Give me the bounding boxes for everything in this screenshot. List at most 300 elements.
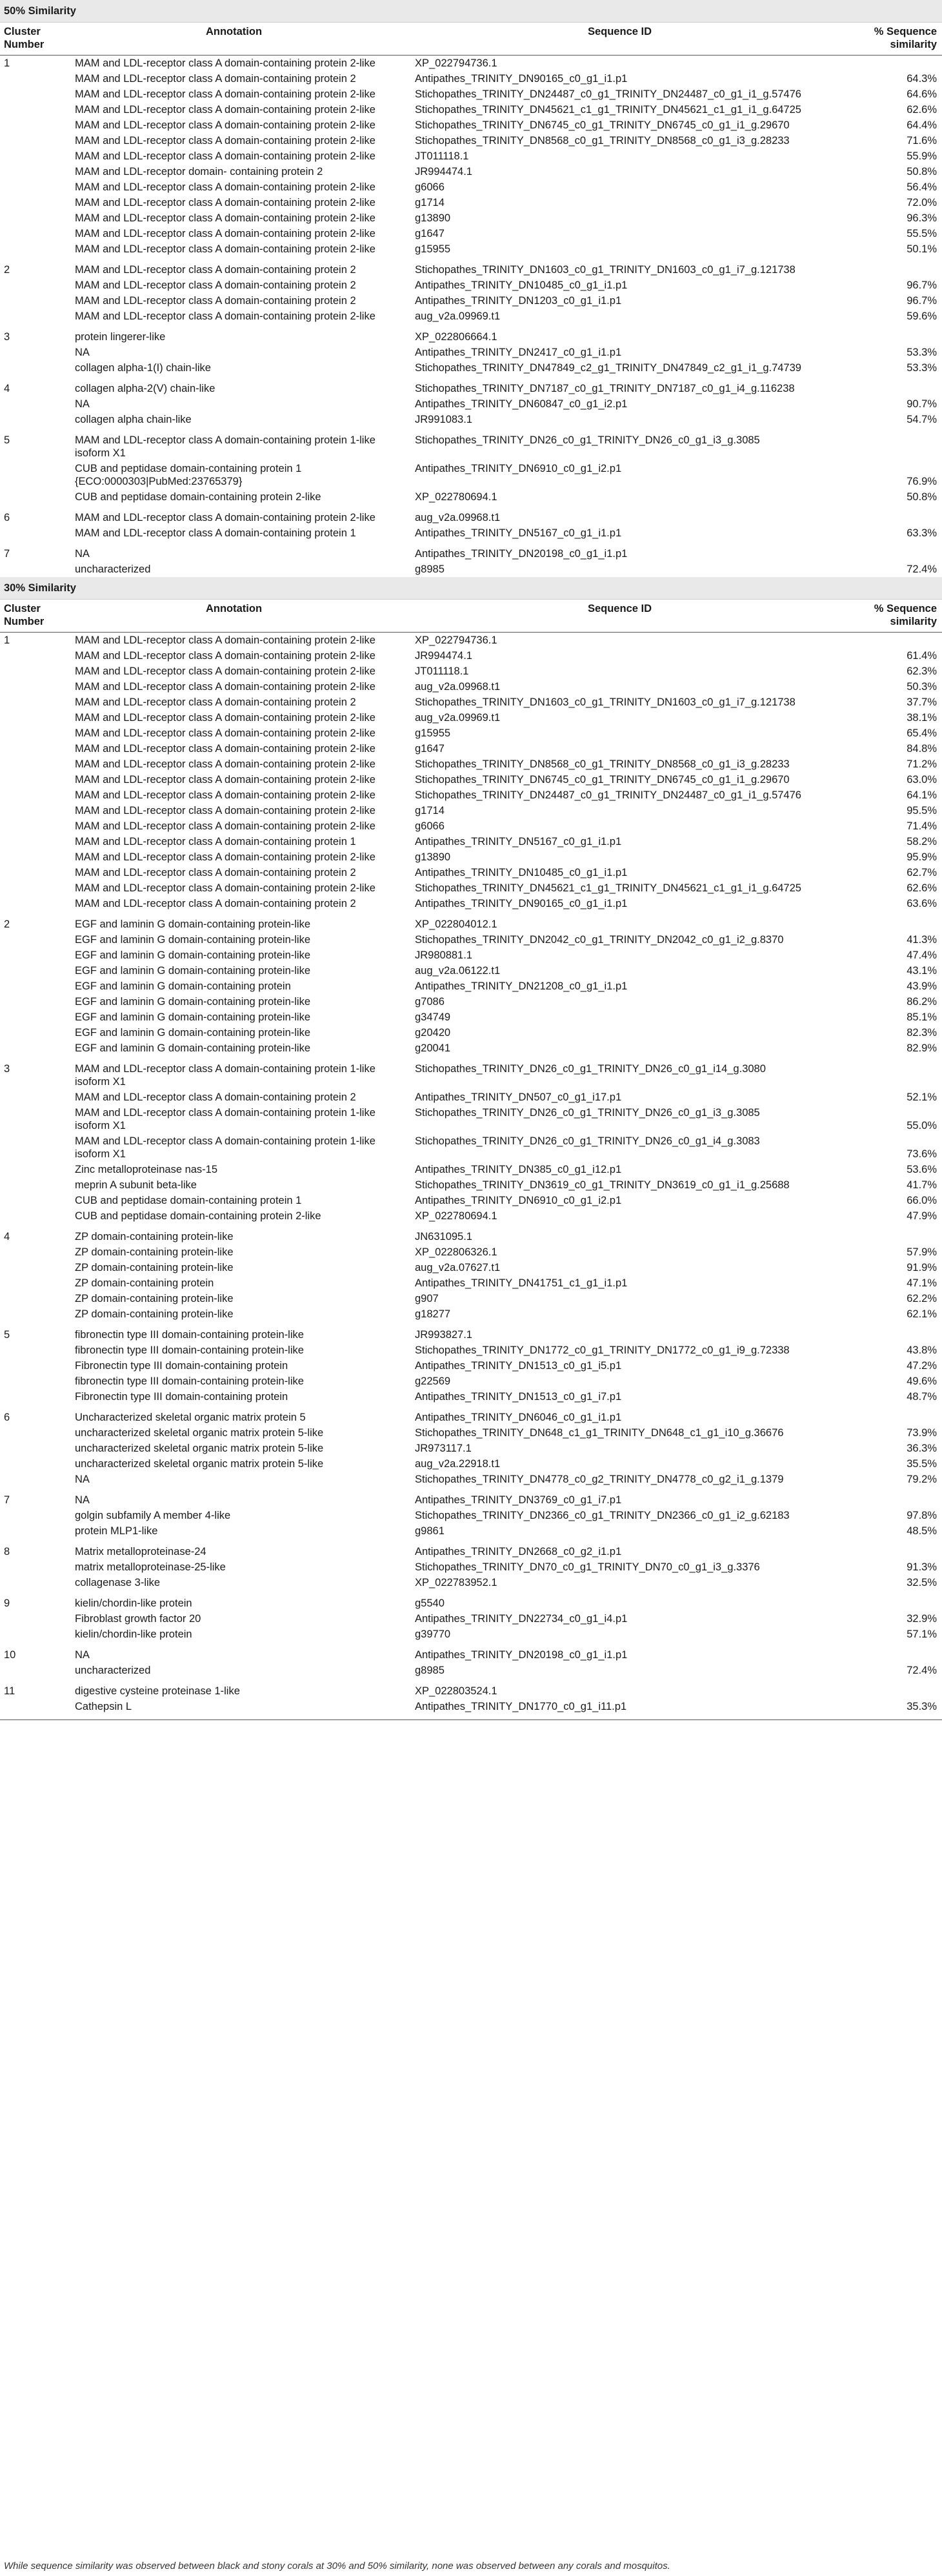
cluster-number <box>0 396 59 412</box>
table-row <box>0 1193 942 1208</box>
annotation-cell: MAM and LDL-receptor class A domain-containing protein 1 <box>75 836 356 847</box>
annotation-cell: MAM and LDL-receptor class A domain-containing protein 2-like <box>75 212 376 224</box>
annotation-cell: fibronectin type III domain-containing protein-like <box>75 1329 304 1341</box>
table-row <box>0 710 942 725</box>
sequence-id-cell: Antipathes_TRINITY_DN10485_c0_g1_i1.p1 <box>415 279 628 291</box>
sequence-id-cell: Antipathes_TRINITY_DN385_c0_g1_i12.p1 <box>415 1164 622 1175</box>
cluster-number <box>0 1575 59 1590</box>
annotation-header: Annotation <box>59 23 408 56</box>
cluster-number <box>0 164 59 179</box>
table-row <box>0 210 942 226</box>
annotation-cell: EGF and laminin G domain-containing protein-like <box>75 1042 311 1054</box>
table-row <box>0 1559 942 1575</box>
table-row <box>0 179 942 195</box>
table-row <box>0 102 942 117</box>
similarity-cell: 73.9% <box>907 1427 937 1439</box>
annotation-cell: fibronectin type III domain-containing protein-like <box>75 1344 304 1356</box>
sequence-id-cell: Stichopathes_TRINITY_DN45621_c1_g1_TRINITY_DN45621_c1_g1_i1_g.64725 <box>415 882 801 894</box>
annotation-cell: MAM and LDL-receptor class A domain-containing protein 2-like <box>75 681 376 693</box>
similarity-cell: 41.3% <box>907 934 937 946</box>
table-row <box>0 803 942 818</box>
annotation-cell: Uncharacterized skeletal organic matrix protein 5 <box>75 1412 306 1423</box>
cluster-number <box>0 1441 59 1456</box>
sequence-id-cell: g8985 <box>415 563 445 575</box>
table-row <box>0 818 942 834</box>
table-row <box>0 1260 942 1275</box>
sequence-id-cell: Stichopathes_TRINITY_DN4778_c0_g2_TRINITY_DN4778_c0_g2_i1_g.1379 <box>415 1474 784 1485</box>
similarity-cell: 96.7% <box>907 279 937 291</box>
similarity-cell: 63.0% <box>907 774 937 786</box>
sequence-id-cell: aug_v2a.09968.t1 <box>415 512 501 523</box>
cluster-number: 4 <box>4 383 10 394</box>
similarity-cell: 90.7% <box>907 398 937 410</box>
annotation-cell: ZP domain-containing protein-like <box>75 1262 234 1273</box>
sequence-id-cell: Stichopathes_TRINITY_DN7187_c0_g1_TRINITY_DN7187_c0_g1_i4_g.116238 <box>415 383 795 394</box>
cluster-number: 3 <box>4 1063 10 1075</box>
annotation-cell: NA <box>75 1474 90 1485</box>
cluster-number: 6 <box>4 512 10 523</box>
cluster-number <box>0 102 59 117</box>
similarity-cell: 56.4% <box>907 181 937 193</box>
similarity-cell <box>831 1056 942 1090</box>
cluster-number <box>0 461 59 489</box>
annotation-cell: uncharacterized skeletal organic matrix protein 5-like <box>75 1458 324 1470</box>
annotation-cell: EGF and laminin G domain-containing protein-like <box>75 934 311 946</box>
annotation-cell: MAM and LDL-receptor class A domain-containing protein 1-like isoform X1 <box>75 1107 376 1131</box>
similarity-cell: 91.3% <box>907 1561 937 1573</box>
sequence-id-cell: g1647 <box>415 743 445 755</box>
sequence-id-cell: Stichopathes_TRINITY_DN1772_c0_g1_TRINITY_DN1772_c0_g1_i9_g.72338 <box>415 1344 790 1356</box>
annotation-cell: EGF and laminin G domain-containing protein-like <box>75 965 311 977</box>
similarity-cell: 58.2% <box>907 836 937 847</box>
cluster-number <box>0 1523 59 1539</box>
cluster-number <box>0 1389 59 1405</box>
similarity-cell: 62.6% <box>907 882 937 894</box>
similarity-cell: 36.3% <box>907 1443 937 1454</box>
annotation-cell: MAM and LDL-receptor class A domain-containing protein 2-like <box>75 57 376 69</box>
similarity-cell: 95.9% <box>907 851 937 863</box>
similarity-cell: 64.6% <box>907 88 937 100</box>
cluster-number <box>0 1456 59 1472</box>
similarity-cell: 50.3% <box>907 681 937 693</box>
cluster-number <box>0 1663 59 1678</box>
table-row <box>0 562 942 577</box>
cluster-number <box>0 787 59 803</box>
similarity-cell <box>831 541 942 562</box>
cluster-number <box>0 293 59 309</box>
similarity-cell <box>831 911 942 932</box>
sequence-id-cell: g20041 <box>415 1042 451 1054</box>
similarity-cell <box>831 427 942 461</box>
cluster-number: 10 <box>4 1649 16 1661</box>
sequence-id-cell: JR994474.1 <box>415 166 472 177</box>
sequence-id-cell: Stichopathes_TRINITY_DN24487_c0_g1_TRINITY_DN24487_c0_g1_i1_g.57476 <box>415 789 801 801</box>
sequence-id-cell: Stichopathes_TRINITY_DN2366_c0_g1_TRINITY_DN2366_c0_g1_i2_g.62183 <box>415 1510 790 1521</box>
cluster-number <box>0 525 59 541</box>
sequence-id-cell: Stichopathes_TRINITY_DN6745_c0_g1_TRINITY_DN6745_c0_g1_i1_g.29670 <box>415 119 790 131</box>
table-row <box>0 148 942 164</box>
similarity-cell: 47.9% <box>907 1210 937 1222</box>
annotation-cell: MAM and LDL-receptor class A domain-containing protein 2 <box>75 867 356 878</box>
sequence-id-cell: XP_022783952.1 <box>415 1577 497 1588</box>
sequence-id-cell: Stichopathes_TRINITY_DN1603_c0_g1_TRINITY_DN1603_c0_g1_i7_g.121738 <box>415 264 796 276</box>
cluster-number <box>0 710 59 725</box>
similarity-cell: 65.4% <box>907 727 937 739</box>
table-row <box>0 994 942 1009</box>
sequence-id-cell: XP_022803524.1 <box>415 1685 497 1697</box>
sequence-id-cell: g1647 <box>415 228 445 239</box>
sequence-id-cell: Stichopathes_TRINITY_DN45621_c1_g1_TRINITY_DN45621_c1_g1_i1_g.64725 <box>415 104 801 116</box>
annotation-cell: MAM and LDL-receptor class A domain-containing protein 2-like <box>75 104 376 116</box>
table-row <box>0 1374 942 1389</box>
table-row <box>0 948 942 963</box>
annotation-cell: MAM and LDL-receptor class A domain-containing protein 2-like <box>75 851 376 863</box>
cluster-number <box>0 241 59 257</box>
cluster-number: 4 <box>4 1231 10 1242</box>
table-row <box>0 911 942 932</box>
annotation-cell: MAM and LDL-receptor class A domain-containing protein 2-like <box>75 882 376 894</box>
similarity-cell <box>831 1487 942 1508</box>
cluster-number <box>0 880 59 896</box>
cluster-number <box>0 1040 59 1056</box>
table-row <box>0 1508 942 1523</box>
cluster-number <box>0 772 59 787</box>
sequence-id-cell: Stichopathes_TRINITY_DN26_c0_g1_TRINITY_DN26_c0_g1_i4_g.3083 <box>415 1135 760 1147</box>
sequence-id-cell: g13890 <box>415 212 451 224</box>
table-row <box>0 648 942 664</box>
sequence-id-cell: g22569 <box>415 1375 451 1387</box>
annotation-cell: MAM and LDL-receptor class A domain-containing protein 2-like <box>75 712 376 724</box>
annotation-cell: CUB and peptidase domain-containing protein 2-like <box>75 1210 321 1222</box>
similarity-cell: 47.2% <box>907 1360 937 1372</box>
similarity-cell: 57.9% <box>907 1246 937 1258</box>
sequence-id-cell: g20420 <box>415 1027 451 1039</box>
cluster-number <box>0 1260 59 1275</box>
cluster-number <box>0 963 59 979</box>
table-row <box>0 1133 942 1162</box>
cluster-number: 9 <box>4 1597 10 1609</box>
cluster-number <box>0 1105 59 1133</box>
sequence-id-cell: g6066 <box>415 181 445 193</box>
cluster-number <box>0 1611 59 1627</box>
table-row <box>0 1456 942 1472</box>
sequence-id-cell: Stichopathes_TRINITY_DN2042_c0_g1_TRINITY_DN2042_c0_g1_i2_g.8370 <box>415 934 784 946</box>
similarity-cell: 96.7% <box>907 295 937 307</box>
table-row <box>0 1487 942 1508</box>
sequence-id-cell: Stichopathes_TRINITY_DN26_c0_g1_TRINITY_DN26_c0_g1_i14_g.3080 <box>415 1063 766 1075</box>
sequence-id-cell: XP_022780694.1 <box>415 1210 497 1222</box>
cluster-number <box>0 1208 59 1224</box>
sequence-id-cell: Stichopathes_TRINITY_DN648_c1_g1_TRINITY_DN648_c1_g1_i10_g.36676 <box>415 1427 784 1439</box>
similarity-cell: 47.4% <box>907 949 937 961</box>
sequence-id-cell: aug_v2a.06122.t1 <box>415 965 501 977</box>
cluster-number <box>0 818 59 834</box>
annotation-cell: EGF and laminin G domain-containing protein-like <box>75 1011 311 1023</box>
cluster-number <box>0 1508 59 1523</box>
cluster-number: 1 <box>4 57 10 69</box>
similarity-cell: 32.9% <box>907 1613 937 1625</box>
table-row <box>0 56 942 72</box>
table-row <box>0 1699 942 1720</box>
table-row <box>0 834 942 849</box>
table-row <box>0 963 942 979</box>
annotation-cell: MAM and LDL-receptor class A domain-containing protein 2-like <box>75 789 376 801</box>
sequence-id-cell: g8985 <box>415 1665 445 1676</box>
cluster-number <box>0 664 59 679</box>
annotation-cell: MAM and LDL-receptor class A domain-containing protein 1-like isoform X1 <box>75 1135 376 1160</box>
table-row <box>0 772 942 787</box>
annotation-cell: MAM and LDL-receptor class A domain-containing protein 2-like <box>75 150 376 162</box>
cluster-number: 2 <box>4 264 10 276</box>
annotation-cell: MAM and LDL-receptor class A domain-containing protein 2-like <box>75 774 376 786</box>
similarity-cell: 41.7% <box>907 1179 937 1191</box>
table-row <box>0 741 942 756</box>
cluster-number <box>0 1275 59 1291</box>
cluster-number <box>0 1133 59 1162</box>
cluster-number: 11 <box>4 1685 15 1697</box>
annotation-cell: Cathepsin L <box>59 1699 408 1720</box>
similarity-cell: 64.1% <box>907 789 937 801</box>
table-row <box>0 461 942 489</box>
similarity-cell: 62.2% <box>907 1293 937 1304</box>
annotation-cell: uncharacterized skeletal organic matrix protein 5-like <box>75 1427 324 1439</box>
cluster-number <box>0 896 59 911</box>
sequence-id-cell: Stichopathes_TRINITY_DN8568_c0_g1_TRINITY_DN8568_c0_g1_i3_g.28233 <box>415 758 790 770</box>
cluster-number <box>0 932 59 948</box>
sequence-id-cell: JT011118.1 <box>415 665 469 677</box>
similarity-cell: 53.3% <box>907 362 937 374</box>
similarity-cell: 62.6% <box>907 104 937 116</box>
table-row <box>0 695 942 710</box>
sequence-id-cell: g13890 <box>415 851 451 863</box>
sequence-id-cell: g9861 <box>415 1525 445 1537</box>
cluster-number <box>0 179 59 195</box>
sequence-id-cell: g7086 <box>415 996 445 1008</box>
annotation-cell: ZP domain-containing protein-like <box>75 1293 234 1304</box>
section-title: 30% Similarity <box>0 577 942 600</box>
sequence-id-cell: JR973117.1 <box>415 1443 472 1454</box>
annotation-cell: MAM and LDL-receptor class A domain-containing protein 2-like <box>75 119 376 131</box>
sequence-id-cell: Antipathes_TRINITY_DN507_c0_g1_i17.p1 <box>415 1091 622 1103</box>
annotation-cell: NA <box>75 1494 90 1506</box>
table-row <box>0 1539 942 1559</box>
cluster-number <box>0 725 59 741</box>
annotation-cell: MAM and LDL-receptor class A domain-containing protein 2 <box>75 73 356 85</box>
similarity-cell: 72.4% <box>907 1665 937 1676</box>
table-row <box>0 541 942 562</box>
cluster-number <box>0 1025 59 1040</box>
sequence-id-cell: Antipathes_TRINITY_DN1203_c0_g1_i1.p1 <box>415 295 622 307</box>
annotation-cell: collagen alpha-2(V) chain-like <box>75 383 215 394</box>
similarity-header: % Sequence similarity <box>831 23 942 56</box>
similarity-cell <box>831 1405 942 1425</box>
annotation-cell: ZP domain-containing protein-like <box>75 1308 234 1320</box>
cluster-number: 2 <box>4 918 10 930</box>
cluster-number <box>0 834 59 849</box>
sequence-id-cell: Stichopathes_TRINITY_DN24487_c0_g1_TRINITY_DN24487_c0_g1_i1_g.57476 <box>415 88 801 100</box>
column-header-row <box>0 23 942 56</box>
similarity-cell: 63.3% <box>907 527 937 539</box>
sequence-id-cell: Antipathes_TRINITY_DN21208_c0_g1_i1.p1 <box>415 980 628 992</box>
table-row <box>0 1056 942 1090</box>
sequence-id-cell: XP_022794736.1 <box>415 634 497 646</box>
sequence-id-cell: g1714 <box>415 197 445 208</box>
annotation-cell: Fibronectin type III domain-containing protein <box>75 1360 288 1372</box>
annotation-cell: Matrix metalloproteinase-24 <box>75 1546 206 1557</box>
sequence-id-cell: Stichopathes_TRINITY_DN6745_c0_g1_TRINITY_DN6745_c0_g1_i1_g.29670 <box>415 774 790 786</box>
similarity-cell: 66.0% <box>907 1195 937 1206</box>
table-row <box>0 865 942 880</box>
annotation-cell: meprin A subunit beta-like <box>75 1179 197 1191</box>
sequence-id-cell: XP_022806326.1 <box>415 1246 497 1258</box>
sequence-id-cell: g39770 <box>415 1628 451 1640</box>
cluster-number <box>0 1306 59 1322</box>
annotation-cell: CUB and peptidase domain-containing protein 2-like <box>75 491 321 503</box>
annotation-cell: MAM and LDL-receptor class A domain-containing protein 2-like <box>75 820 376 832</box>
table-row <box>0 1105 942 1133</box>
similarity-cell: 35.3% <box>831 1699 942 1720</box>
cluster-number <box>0 86 59 102</box>
similarity-cell <box>831 1642 942 1663</box>
similarity-cell: 53.6% <box>907 1164 937 1175</box>
similarity-cell: 61.4% <box>907 650 937 662</box>
table-row <box>0 979 942 994</box>
table-row <box>0 133 942 148</box>
cluster-number <box>0 1627 59 1642</box>
sequence-id-cell: Antipathes_TRINITY_DN2417_c0_g1_i1.p1 <box>415 347 622 358</box>
table-row <box>0 164 942 179</box>
cluster-number: 3 <box>4 331 10 343</box>
sequence-id-cell: g1714 <box>415 805 445 816</box>
annotation-cell: kielin/chordin-like protein <box>75 1628 192 1640</box>
cluster-number <box>0 979 59 994</box>
cluster-number <box>0 1472 59 1487</box>
table-row <box>0 427 942 461</box>
table-row <box>0 932 942 948</box>
sequence-id-cell: aug_v2a.07627.t1 <box>415 1262 501 1273</box>
annotation-cell: digestive cysteine proteinase 1-like <box>75 1685 240 1697</box>
cluster-number <box>0 195 59 210</box>
cluster-number <box>0 695 59 710</box>
similarity-cell: 64.3% <box>907 73 937 85</box>
sequence-id-cell: Antipathes_TRINITY_DN2668_c0_g2_i1.p1 <box>415 1546 622 1557</box>
similarity-cell: 53.3% <box>907 347 937 358</box>
sequence-id-cell: g5540 <box>415 1597 445 1609</box>
annotation-cell: MAM and LDL-receptor class A domain-containing protein 2 <box>75 279 356 291</box>
annotation-cell: protein lingerer-like <box>75 331 166 343</box>
annotation-cell: Fibronectin type III domain-containing protein <box>75 1391 288 1403</box>
table-row <box>0 1472 942 1487</box>
table-row <box>0 1389 942 1405</box>
cluster-number <box>0 1559 59 1575</box>
table-row <box>0 278 942 293</box>
similarity-cell <box>831 257 942 278</box>
table-row <box>0 1009 942 1025</box>
similarity-cell: 64.4% <box>907 119 937 131</box>
sequence-id-cell: Stichopathes_TRINITY_DN26_c0_g1_TRINITY_DN26_c0_g1_i3_g.3085 <box>415 1107 760 1119</box>
cluster-number <box>0 994 59 1009</box>
cluster-number <box>0 803 59 818</box>
sequence-id-cell: JN631095.1 <box>415 1231 472 1242</box>
similarity-cell: 72.0% <box>907 197 937 208</box>
annotation-cell: MAM and LDL-receptor class A domain-containing protein 2-like <box>75 665 376 677</box>
annotation-cell: EGF and laminin G domain-containing protein <box>75 980 291 992</box>
similarity-cell: 47.1% <box>907 1277 937 1289</box>
sequence-id-cell: JR991083.1 <box>415 414 472 425</box>
annotation-cell: collagen alpha chain-like <box>75 414 192 425</box>
similarity-cell: 55.0% <box>907 1120 937 1131</box>
cluster-number: 5 <box>4 434 10 446</box>
cluster-number: 6 <box>4 1412 10 1423</box>
table-row <box>0 1306 942 1322</box>
cluster-number <box>0 1193 59 1208</box>
similarity-cell: 50.1% <box>907 243 937 255</box>
table-row <box>0 71 942 86</box>
table-row <box>0 86 942 102</box>
table-row <box>0 376 942 396</box>
sequence-id-cell: JR994474.1 <box>415 650 472 662</box>
table-row <box>0 679 942 695</box>
sequence-id-cell: Antipathes_TRINITY_DN6910_c0_g1_i2.p1 <box>415 1195 622 1206</box>
similarity-cell <box>831 324 942 345</box>
annotation-cell: ZP domain-containing protein-like <box>75 1231 234 1242</box>
cluster-number: 7 <box>4 548 10 560</box>
table-row <box>0 1575 942 1590</box>
similarity-cell: 49.6% <box>907 1375 937 1387</box>
similarity-cell: 85.1% <box>907 1011 937 1023</box>
table-row <box>0 880 942 896</box>
similarity-cell: 72.4% <box>907 563 937 575</box>
sequence-id-cell: Antipathes_TRINITY_DN5167_c0_g1_i1.p1 <box>415 527 622 539</box>
similarity-cell: 50.8% <box>907 166 937 177</box>
table-row <box>0 756 942 772</box>
annotation-cell: MAM and LDL-receptor class A domain-containing protein 2 <box>75 264 356 276</box>
similarity-cell: 91.9% <box>907 1262 937 1273</box>
annotation-cell: MAM and LDL-receptor class A domain-containing protein 2-like <box>75 758 376 770</box>
table-row <box>0 1358 942 1374</box>
cluster-number <box>0 360 59 376</box>
similarity-cell: 59.6% <box>907 310 937 322</box>
table-row <box>0 412 942 427</box>
cluster-number <box>0 210 59 226</box>
cluster-number <box>0 741 59 756</box>
annotation-cell: MAM and LDL-receptor class A domain-containing protein 2-like <box>75 197 376 208</box>
similarity-cell: 95.5% <box>907 805 937 816</box>
annotation-cell: NA <box>75 1649 90 1661</box>
similarity-cell: 38.1% <box>907 712 937 724</box>
table-row <box>0 1177 942 1193</box>
table-row <box>0 849 942 865</box>
cluster-number <box>0 849 59 865</box>
table-row <box>0 345 942 360</box>
annotation-cell: NA <box>75 347 90 358</box>
sequence-id-cell: Antipathes_TRINITY_DN41751_c1_g1_i1.p1 <box>415 1277 628 1289</box>
table-row <box>0 1275 942 1291</box>
cluster-number: 5 <box>4 1329 10 1341</box>
annotation-cell: matrix metalloproteinase-25-like <box>75 1561 226 1573</box>
cluster-number: 1 <box>4 634 10 646</box>
cluster-number <box>0 71 59 86</box>
similarity-cell: 63.6% <box>907 898 937 909</box>
table-row <box>0 505 942 525</box>
sequence-id-header: Sequence ID <box>408 600 831 633</box>
annotation-cell: ZP domain-containing protein-like <box>75 1246 234 1258</box>
similarity-cell: 71.6% <box>907 135 937 147</box>
table-footnote: While sequence similarity was observed between black and stony corals at 30% and 50% similarity, none was observed between any corals and mosquitos. <box>4 2561 670 2571</box>
sequence-id-cell: Antipathes_TRINITY_DN60847_c0_g1_i2.p1 <box>415 398 628 410</box>
sequence-id-cell: Antipathes_TRINITY_DN3769_c0_g1_i7.p1 <box>415 1494 622 1506</box>
table-row <box>0 896 942 911</box>
